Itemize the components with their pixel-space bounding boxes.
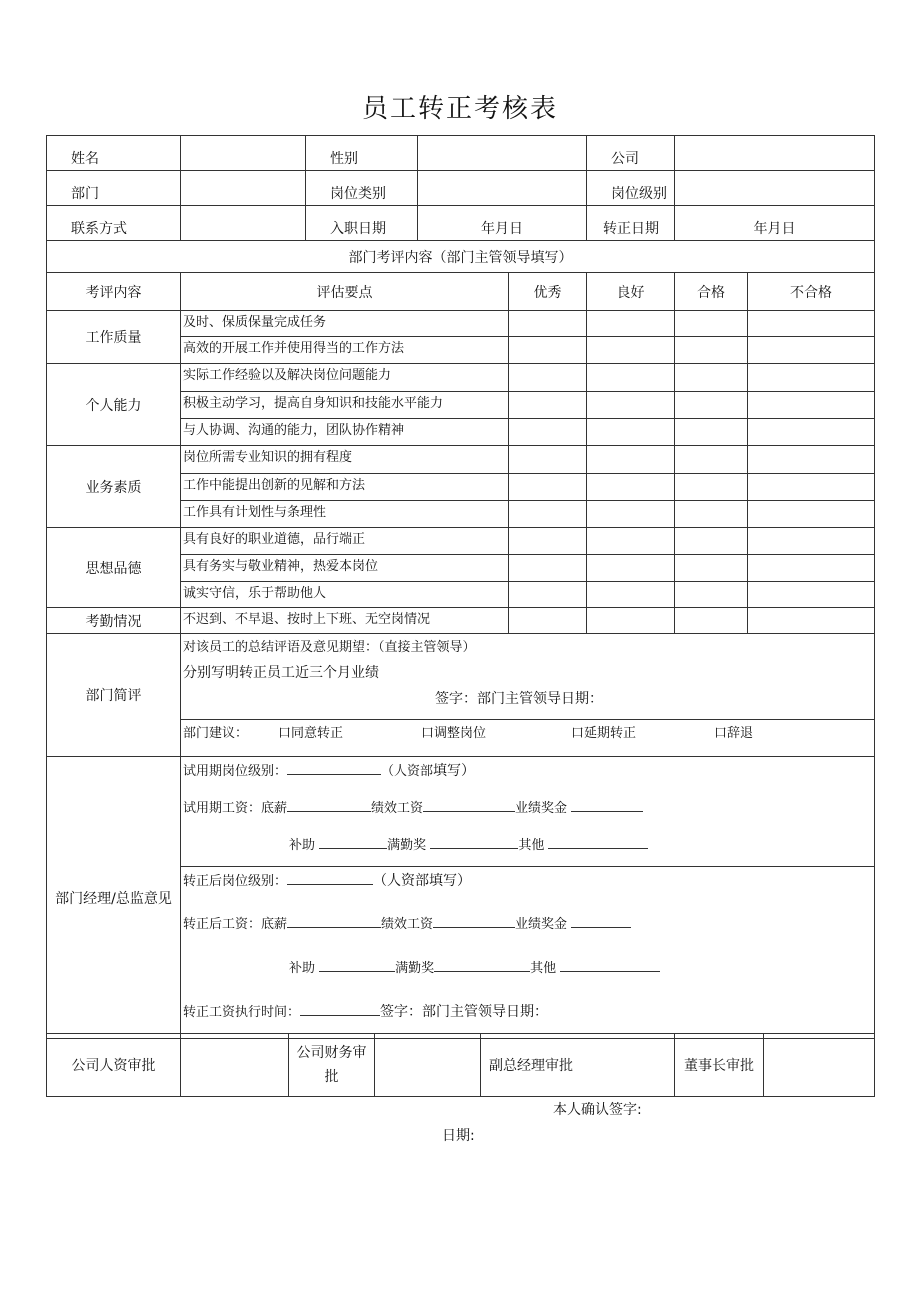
eval-item: 及时、保质保量完成任务: [181, 311, 509, 337]
option-adjust[interactable]: 口调整岗位: [421, 726, 487, 741]
reg-level-label: 转正后岗位级别：: [183, 874, 288, 889]
header-pass: 合格: [675, 273, 748, 311]
score-cell[interactable]: [509, 446, 587, 474]
option-delay[interactable]: 口延期转正: [571, 726, 637, 741]
score-cell[interactable]: [748, 337, 875, 364]
suggest-label: 部门建议：: [183, 726, 249, 741]
score-cell[interactable]: [587, 555, 675, 582]
finance-label-line-1: 公司财务审: [296, 1045, 367, 1061]
reg-attendance-label: 满勤奖: [395, 961, 435, 976]
finance-approval-field[interactable]: [375, 1034, 481, 1097]
contact-field[interactable]: [181, 206, 306, 241]
score-cell[interactable]: [587, 582, 675, 608]
eval-item: 高效的开展工作并使用得当的工作方法: [181, 337, 509, 364]
eval-item: 实际工作经验以及解决岗位问题能力: [181, 364, 509, 392]
company-field[interactable]: [675, 136, 875, 171]
review-sign: 签字：部门主管领导日期：: [435, 691, 603, 707]
trial-salary-block: [181, 757, 875, 867]
trial-level-input[interactable]: [287, 762, 381, 775]
entry-date-field[interactable]: 年月日: [418, 206, 587, 241]
subsidy-label: 补助: [289, 838, 316, 853]
score-cell[interactable]: [675, 501, 748, 528]
score-cell[interactable]: [509, 608, 587, 634]
suggest-row: [181, 720, 875, 757]
score-cell[interactable]: [675, 474, 748, 501]
score-cell[interactable]: [675, 555, 748, 582]
hr-fill-note-2: （人资部填写）: [373, 873, 472, 889]
score-cell[interactable]: [509, 419, 587, 446]
post-type-field[interactable]: [418, 171, 587, 206]
manager-label: 部门经理/总监意见: [47, 757, 181, 1039]
score-cell[interactable]: [748, 446, 875, 474]
score-cell[interactable]: [587, 446, 675, 474]
confirm-signature: 本人确认签字:: [553, 1102, 642, 1118]
option-approve[interactable]: 口同意转正: [278, 726, 344, 741]
regular-date-field[interactable]: 年月日: [675, 206, 875, 241]
score-cell[interactable]: [509, 311, 587, 337]
score-cell[interactable]: [509, 337, 587, 364]
header-good: 良好: [587, 273, 675, 311]
score-cell[interactable]: [509, 555, 587, 582]
reg-perf-input[interactable]: [433, 915, 515, 928]
category-label: 考勤情况: [47, 608, 181, 634]
score-cell[interactable]: [587, 474, 675, 501]
name-field[interactable]: [181, 136, 306, 171]
eval-item: 岗位所需专业知识的拥有程度: [181, 446, 509, 474]
name-label: 姓名: [47, 136, 181, 171]
reg-bonus-input[interactable]: [571, 915, 631, 928]
trial-attendance-input[interactable]: [430, 836, 518, 849]
finance-approval-label: [289, 1034, 375, 1097]
vp-approval-text: 副总经理审批: [489, 1058, 573, 1074]
perf-bonus-label: 业绩奖金: [515, 801, 568, 816]
post-level-label: 岗位级别: [587, 171, 675, 206]
score-cell[interactable]: [748, 419, 875, 446]
score-cell[interactable]: [748, 608, 875, 634]
eval-item: 积极主动学习，提高自身知识和技能水平能力: [181, 392, 509, 419]
hr-approval-field[interactable]: [181, 1034, 289, 1097]
option-dismiss[interactable]: 口辞退: [714, 726, 754, 741]
trial-salary-label: 试用期工资：底薪: [183, 801, 288, 816]
reg-other-label: 其他: [530, 961, 557, 976]
regular-salary-block: [181, 867, 875, 1039]
section-title: 部门考评内容（部门主管领导填写）: [47, 241, 875, 273]
review-line-2: 分别写明转正员工近三个月业绩: [183, 665, 379, 681]
score-cell[interactable]: [675, 419, 748, 446]
review-label: 部门简评: [47, 634, 181, 757]
score-cell[interactable]: [748, 364, 875, 392]
hr-fill-note: （人资部: [381, 764, 434, 779]
score-cell[interactable]: [509, 364, 587, 392]
score-cell[interactable]: [509, 582, 587, 608]
confirm-date: 日期:: [442, 1128, 475, 1144]
gender-label: 性别: [306, 136, 418, 171]
review-line-1: 对该员工的总结评语及意见期望：（直接主管领导）: [183, 640, 476, 655]
category-label: 思想品德: [47, 528, 181, 608]
page-title: 员工转正考核表: [361, 94, 558, 124]
reg-perf-label: 绩效工资: [381, 917, 434, 932]
score-cell[interactable]: [587, 364, 675, 392]
other-label: 其他: [518, 838, 545, 853]
score-cell[interactable]: [587, 501, 675, 528]
score-cell[interactable]: [675, 608, 748, 634]
trial-bonus-input[interactable]: [571, 799, 643, 812]
score-cell[interactable]: [587, 392, 675, 419]
reg-base-input[interactable]: [287, 915, 381, 928]
score-cell[interactable]: [509, 528, 587, 555]
eval-item: 与人协调、沟通的能力，团队协作精神: [181, 419, 509, 446]
eval-item: 不迟到、不早退、按时上下班、无空岗情况: [181, 608, 509, 634]
score-cell[interactable]: [748, 474, 875, 501]
score-cell[interactable]: [509, 501, 587, 528]
reg-subsidy-label: 补助: [289, 961, 316, 976]
eval-item: 具有良好的职业道德，品行端正: [181, 528, 509, 555]
reg-level-input[interactable]: [287, 872, 373, 885]
header-points: 评估要点: [181, 273, 509, 311]
score-cell[interactable]: [748, 528, 875, 555]
category-label: 工作质量: [47, 311, 181, 364]
chairman-approval-field[interactable]: [764, 1034, 875, 1097]
score-cell[interactable]: [587, 419, 675, 446]
category-label: 业务素质: [47, 446, 181, 528]
reg-attendance-input[interactable]: [434, 959, 530, 972]
score-cell[interactable]: [587, 608, 675, 634]
header-fail: 不合格: [748, 273, 875, 311]
manager-sign: 签字：部门主管领导日期：: [380, 1004, 549, 1020]
score-cell[interactable]: [675, 582, 748, 608]
post-type-label: 岗位类别: [306, 171, 418, 206]
review-area[interactable]: [181, 634, 875, 720]
hr-approval-label: 公司人资审批: [47, 1034, 181, 1097]
eval-item: 工作中能提出创新的见解和方法: [181, 474, 509, 501]
evaluation-table: [46, 135, 875, 1039]
score-cell[interactable]: [509, 392, 587, 419]
score-cell[interactable]: [748, 392, 875, 419]
entry-date-label: 入职日期: [306, 206, 418, 241]
trial-perf-input[interactable]: [423, 799, 515, 812]
score-cell[interactable]: [748, 555, 875, 582]
reg-subsidy-input[interactable]: [319, 959, 395, 972]
eval-item: 诚实守信，乐于帮助他人: [181, 582, 509, 608]
exec-time-label: 转正工资执行时间：: [183, 1005, 301, 1020]
score-cell[interactable]: [748, 582, 875, 608]
company-label: 公司: [587, 136, 675, 171]
score-cell[interactable]: [675, 364, 748, 392]
chairman-approval-label: 董事长审批: [675, 1034, 764, 1097]
finance-label-line-2: 批: [324, 1069, 339, 1085]
exec-time-input[interactable]: [300, 1003, 380, 1016]
score-cell[interactable]: [748, 311, 875, 337]
score-cell[interactable]: [675, 528, 748, 555]
category-label: 个人能力: [47, 364, 181, 446]
reg-salary-label: 转正后工资：底薪: [183, 917, 288, 932]
score-cell[interactable]: [587, 528, 675, 555]
trial-level-label: 试用期岗位级别：: [183, 764, 288, 779]
trial-subsidy-input[interactable]: [319, 836, 387, 849]
score-cell[interactable]: [509, 474, 587, 501]
regular-date-label: 转正日期: [587, 206, 675, 241]
perf-pay-label: 绩效工资: [371, 801, 424, 816]
attendance-label: 满勤奖: [387, 838, 427, 853]
gender-field[interactable]: [418, 136, 587, 171]
score-cell[interactable]: [675, 446, 748, 474]
approval-table: [46, 1033, 875, 1097]
header-content: 考评内容: [47, 273, 181, 311]
eval-item: 具有务实与敬业精神，热爱本岗位: [181, 555, 509, 582]
dept-label: 部门: [47, 171, 181, 206]
trial-other-input[interactable]: [548, 836, 648, 849]
eval-item: 工作具有计划性与条理性: [181, 501, 509, 528]
score-cell[interactable]: [675, 311, 748, 337]
header-excellent: 优秀: [509, 273, 587, 311]
post-level-field[interactable]: [675, 171, 875, 206]
score-cell[interactable]: [675, 392, 748, 419]
score-cell[interactable]: [675, 337, 748, 364]
trial-base-input[interactable]: [287, 799, 371, 812]
vp-approval-label: [481, 1034, 675, 1097]
score-cell[interactable]: [748, 501, 875, 528]
reg-other-input[interactable]: [560, 959, 660, 972]
contact-label: 联系方式: [47, 206, 181, 241]
reg-bonus-label: 业绩奖金: [515, 917, 568, 932]
score-cell[interactable]: [587, 337, 675, 364]
dept-field[interactable]: [181, 171, 306, 206]
score-cell[interactable]: [587, 311, 675, 337]
hr-fill-note-bold: 填写）: [433, 763, 476, 779]
